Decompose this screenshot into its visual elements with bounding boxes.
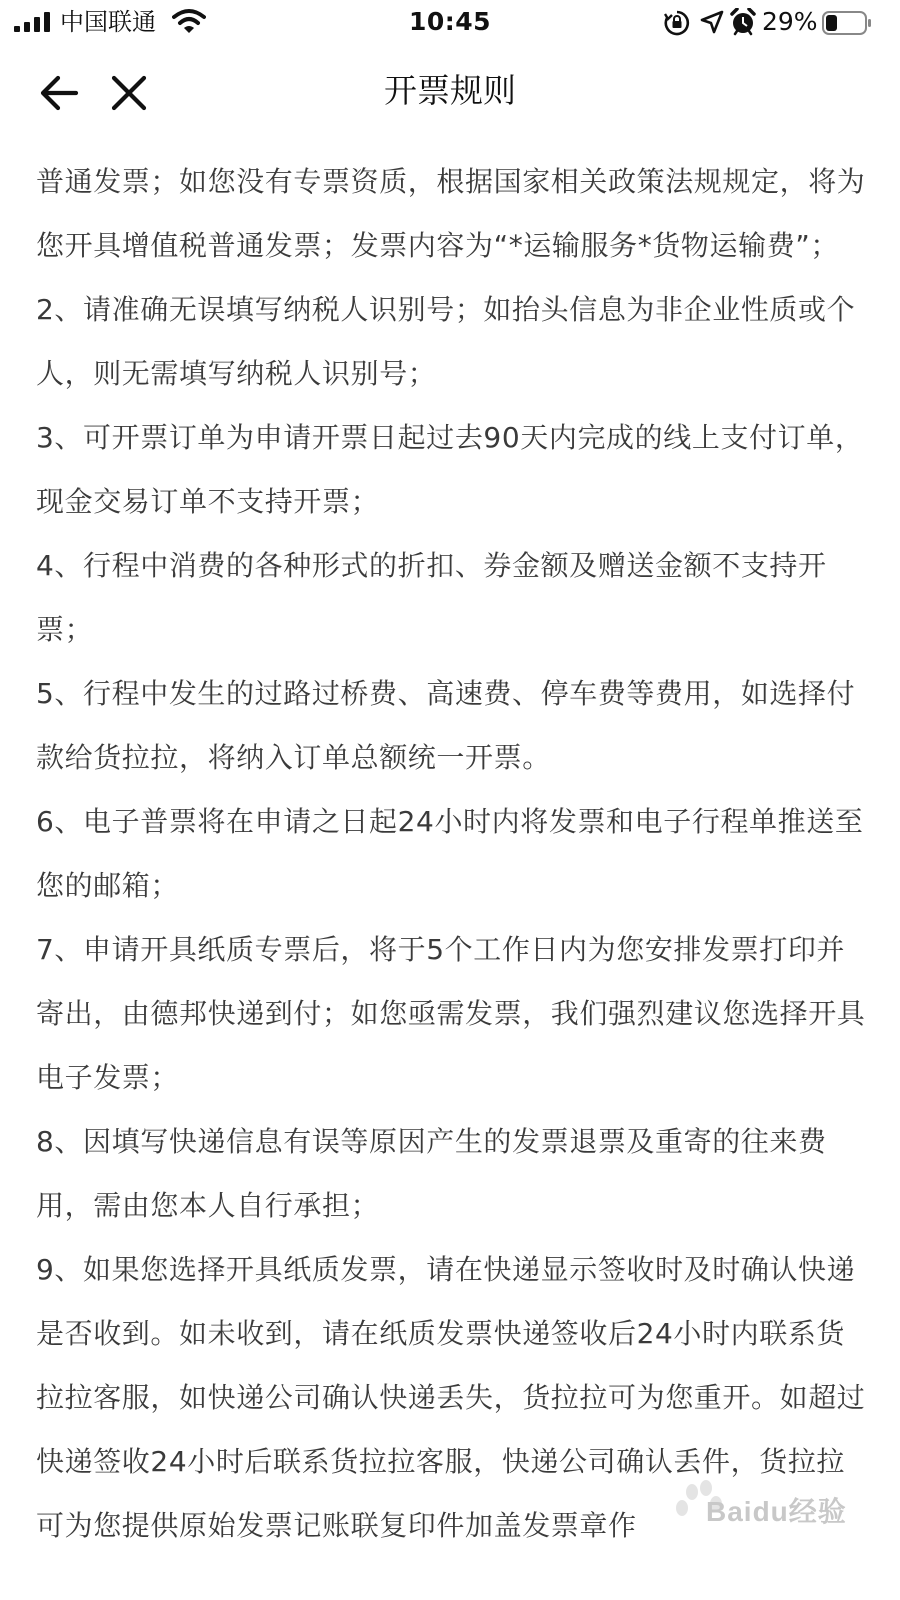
rules-content bbox=[36, 150, 866, 1600]
watermark-text: Baidu经验 bbox=[706, 1496, 847, 1527]
rule-paragraph: 9、如果您选择开具纸质发票，请在快递显示签收时及时确认快递是否收到。如未收到，请在纸质发票快递签收后24小时内联系货拉拉客服，如快递公司确认快递丢失，货拉拉可为您重开。如超过快递签收24小时后联系货拉拉客服，快递公司确认丢件，货拉拉可为您提供原始发票记账联复印件加盖发票章作 bbox=[36, 1253, 866, 1542]
nav-bar bbox=[0, 44, 900, 144]
rule-paragraph: 2、请准确无误填写纳税人识别号；如抬头信息为非企业性质或个人，则无需填写纳税人识别号； bbox=[36, 293, 856, 390]
orientation-lock-icon bbox=[664, 10, 690, 36]
rule-paragraph: 7、申请开具纸质专票后，将于5个工作日内为您安排发票打印并寄出，由德邦快递到付；如您亟需发票，我们强烈建议您选择开具电子发票； bbox=[36, 933, 866, 1094]
carrier-name: 中国联通 bbox=[60, 8, 156, 36]
rule-paragraph: 6、电子普票将在申请之日起24小时内将发票和电子行程单推送至您的邮箱； bbox=[36, 805, 864, 902]
battery-icon bbox=[822, 11, 872, 35]
rule-paragraph: 8、因填写快递信息有误等原因产生的发票退票及重寄的往来费用，需由您本人自行承担； bbox=[36, 1125, 827, 1222]
status-time: 10:45 bbox=[408, 7, 492, 36]
battery-percent: 29% bbox=[762, 7, 818, 36]
rule-paragraph: 3、可开票订单为申请开票日起过去90天内完成的线上支付订单，现金交易订单不支持开票； bbox=[36, 421, 864, 518]
status-bar bbox=[0, 0, 900, 44]
rule-paragraph: 普通发票；如您没有专票资质，根据国家相关政策法规规定，将为您开具增值税普通发票；发票内容为“*运输服务*货物运输费”； bbox=[36, 165, 866, 262]
alarm-clock-icon bbox=[730, 8, 756, 36]
battery-fill bbox=[826, 15, 837, 31]
page-title: 开票规则 bbox=[384, 71, 516, 110]
rule-paragraph: 5、行程中发生的过路过桥费、高速费、停车费等费用，如选择付款给货拉拉，将纳入订单总额统一开票。 bbox=[36, 677, 856, 774]
location-arrow-icon bbox=[700, 10, 724, 34]
rule-paragraph: 4、行程中消费的各种形式的折扣、券金额及赠送金额不支持开票； bbox=[36, 549, 827, 646]
